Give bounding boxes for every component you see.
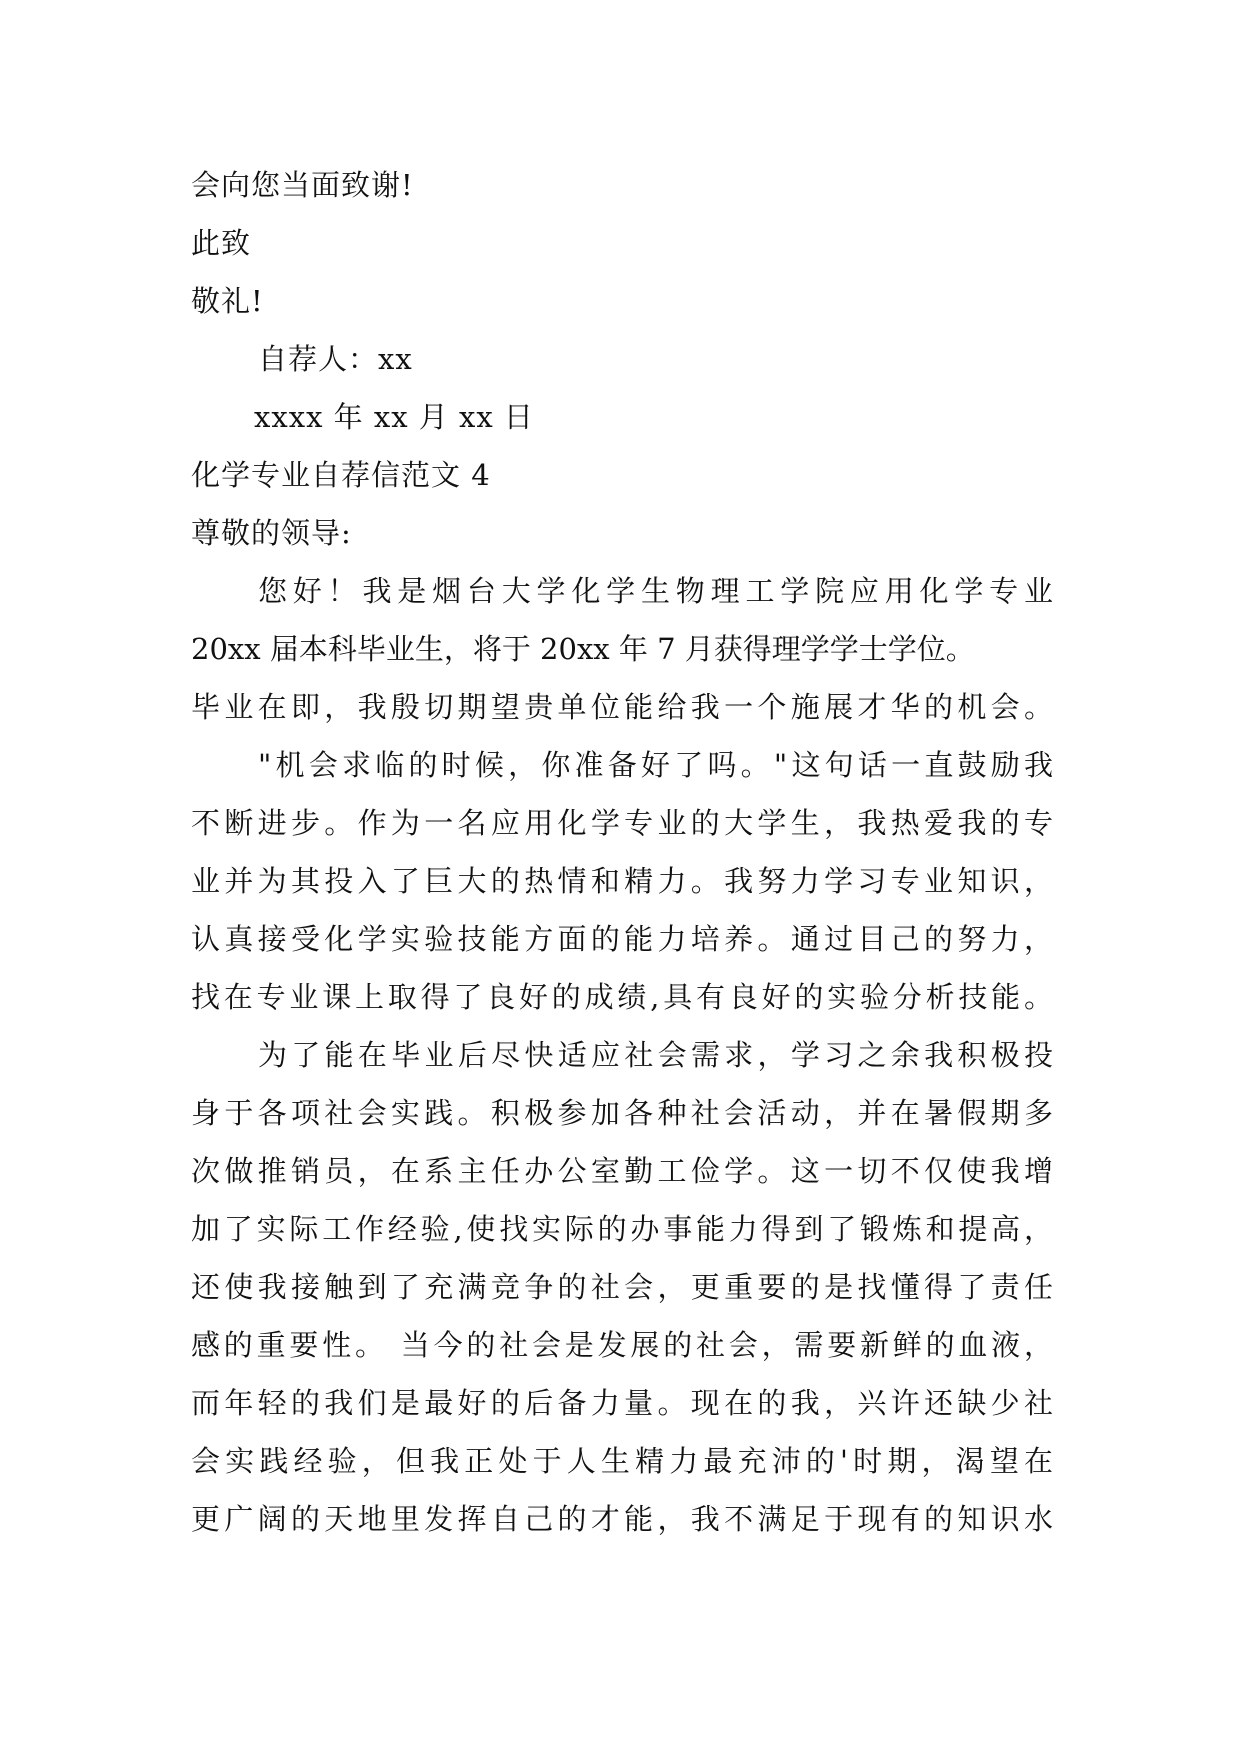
body-line-1: 您好！我是烟台大学化学生物理工学院应用化学专业: [258, 574, 1053, 608]
closing-thanks: 会向您当面致谢!: [191, 168, 414, 202]
body-line-17: 更广阔的天地里发挥自己的才能，我不满足于现有的知识水: [191, 1502, 1053, 1536]
body-line-8: 找在专业课上取得了良好的成绩,具有良好的实验分析技能。: [191, 980, 1053, 1014]
body-line-11: 次做推销员，在系主任办公室勤工俭学。这一切不仅使我增: [191, 1154, 1053, 1188]
body-line-2: 20xx 届本科毕业生，将于 20xx 年 7 月获得理学学士学位。: [191, 632, 975, 666]
body-line-14: 感的重要性。 当今的社会是发展的社会，需要新鲜的血液，: [191, 1328, 1053, 1362]
signature: 自荐人：xx: [258, 342, 413, 376]
body-line-16: 会实践经验，但我正处于人生精力最充沛的'时期，渴望在: [191, 1444, 1053, 1478]
letter-title: 化学专业自荐信范文 4: [191, 458, 491, 492]
closing-salutation-1: 此致: [191, 226, 252, 260]
letter-greeting: 尊敬的领导:: [191, 516, 352, 550]
body-line-6: 业并为其投入了巨大的热情和精力。我努力学习专业知识，: [191, 864, 1053, 898]
body-line-13: 还使我接触到了充满竞争的社会，更重要的是找懂得了责任: [191, 1270, 1053, 1304]
body-line-5: 不断进步。作为一名应用化学专业的大学生，我热爱我的专: [191, 806, 1053, 840]
closing-salutation-2: 敬礼!: [191, 284, 264, 318]
signature-date: xxxx 年 xx 月 xx 日: [254, 400, 534, 434]
body-line-15: 而年轻的我们是最好的后备力量。现在的我，兴许还缺少社: [191, 1386, 1053, 1420]
body-line-9: 为了能在毕业后尽快适应社会需求，学习之余我积极投: [258, 1038, 1053, 1072]
body-line-7: 认真接受化学实验技能方面的能力培养。通过目己的努力，: [191, 922, 1053, 956]
body-line-10: 身于各项社会实践。积极参加各种社会活动，并在暑假期多: [191, 1096, 1053, 1130]
body-line-4: "机会求临的时候，你准备好了吗。"这句话一直鼓励我: [258, 748, 1053, 782]
body-line-12: 加了实际工作经验,使找实际的办事能力得到了锻炼和提高，: [191, 1212, 1053, 1246]
body-line-3: 毕业在即，我殷切期望贵单位能给我一个施展才华的机会。: [191, 690, 1053, 724]
